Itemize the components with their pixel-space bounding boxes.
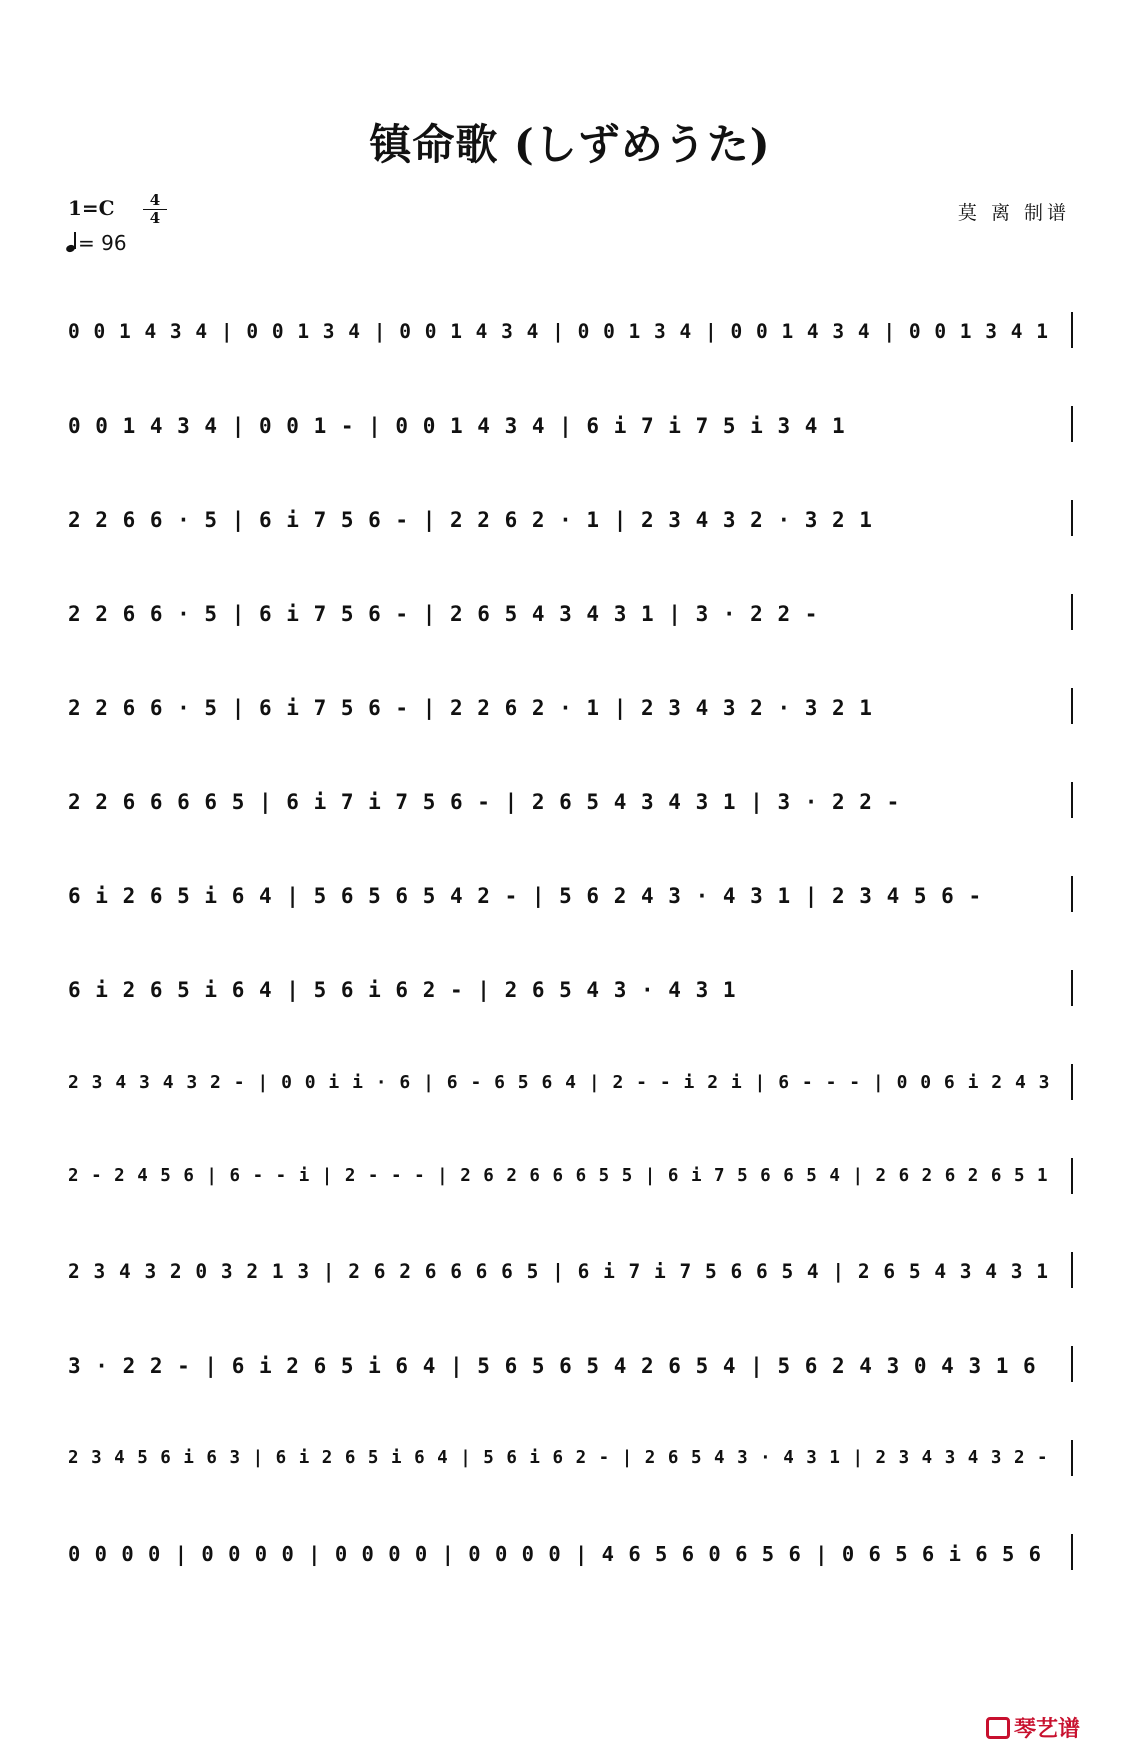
score-line-text: 0 0 0 0 | 0 0 0 0 | 0 0 0 0 | 0 0 0 0 | 4 6 5 6 0 6 5 6 | 0 6 5 6 i 6 5 6 <box>68 1542 1042 1566</box>
score-line <box>68 1146 1073 1240</box>
score-line <box>68 958 1073 1052</box>
end-barline <box>1071 1440 1073 1476</box>
end-barline <box>1071 312 1073 348</box>
score-line-text: 6 i 2 6 5 i 6 4 | 5 6 5 6 5 4 2 - | 5 6 2 4 3 · 4 3 1 | 2 3 4 5 6 - <box>68 884 983 908</box>
score-line-text: 2 3 4 3 2 0 3 2 1 3 | 2 6 2 6 6 6 6 5 | 6 i 7 i 7 5 6 6 5 4 | 2 6 5 4 3 4 3 1 <box>68 1260 1049 1283</box>
score-title: 镇命歌 (しずめうた) <box>369 120 771 169</box>
end-barline <box>1071 1158 1073 1194</box>
score-line <box>68 394 1073 488</box>
time-signature-top: 4 <box>149 191 161 209</box>
end-barline <box>1071 1534 1073 1570</box>
score-line-text: 2 2 6 6 · 5 | 6 i 7 5 6 - | 2 6 5 4 3 4 3 1 | 3 · 2 2 - <box>68 602 819 626</box>
end-barline <box>1071 406 1073 442</box>
score-line-text: 2 2 6 6 · 5 | 6 i 7 5 6 - | 2 2 6 2 · 1 | 2 3 4 3 2 · 3 2 1 <box>68 508 873 532</box>
score-line-text: 3 · 2 2 - | 6 i 2 6 5 i 6 4 | 5 6 5 6 5 4 2 6 5 4 | 5 6 2 4 3 0 4 3 1 6 <box>68 1354 1037 1378</box>
watermark-text: 琴艺谱 <box>1013 1717 1080 1742</box>
score-line-text: 2 2 6 6 · 5 | 6 i 7 5 6 - | 2 2 6 2 · 1 | 2 3 4 3 2 · 3 2 1 <box>68 696 873 720</box>
logo-icon <box>986 1717 1010 1739</box>
score-line <box>68 770 1073 864</box>
quarter-note-icon <box>66 232 78 252</box>
score-line-text: 2 3 4 3 4 3 2 - | 0 0 i i · 6 | 6 - 6 5 6 4 | 2 - - i 2 i | 6 - - - | 0 0 6 i 2 4 3 <box>68 1072 1051 1093</box>
end-barline <box>1071 688 1073 724</box>
arranger-credit: 莫 离 制谱 <box>957 202 1070 224</box>
tempo-value: = 96 <box>78 231 127 255</box>
score-line <box>68 1052 1073 1146</box>
end-barline <box>1071 1252 1073 1288</box>
score-line-text: 2 3 4 5 6 i 6 3 | 6 i 2 6 5 i 6 4 | 5 6 i 6 2 - | 2 6 5 4 3 · 4 3 1 | 2 3 4 3 4 3 2 - <box>68 1448 1049 1468</box>
score-line <box>68 488 1073 582</box>
score-line <box>68 864 1073 958</box>
score-line <box>68 676 1073 770</box>
score-body <box>68 300 1073 1616</box>
score-line <box>68 1334 1073 1428</box>
watermark-logo <box>986 1712 1080 1743</box>
end-barline <box>1071 1064 1073 1100</box>
score-line-text: 6 i 2 6 5 i 6 4 | 5 6 i 6 2 - | 2 6 5 4 3 · 4 3 1 <box>68 978 737 1002</box>
score-line <box>68 1240 1073 1334</box>
score-line <box>68 1522 1073 1616</box>
end-barline <box>1071 782 1073 818</box>
score-line-text: 0 0 1 4 3 4 | 0 0 1 - | 0 0 1 4 3 4 | 6 i 7 i 7 5 i 3 4 1 <box>68 414 846 438</box>
tempo-marking <box>66 231 127 255</box>
time-signature <box>143 192 167 227</box>
time-signature-bottom: 4 <box>143 209 167 227</box>
score-line-text: 2 2 6 6 6 6 5 | 6 i 7 i 7 5 6 - | 2 6 5 4 3 4 3 1 | 3 · 2 2 - <box>68 790 901 814</box>
score-line-text: 0 0 1 4 3 4 | 0 0 1 3 4 | 0 0 1 4 3 4 | 0 0 1 3 4 | 0 0 1 4 3 4 | 0 0 1 3 4 1 <box>68 320 1049 343</box>
end-barline <box>1071 1346 1073 1382</box>
key-signature: 1=C <box>68 196 115 220</box>
score-line <box>68 1428 1073 1522</box>
end-barline <box>1071 970 1073 1006</box>
end-barline <box>1071 876 1073 912</box>
score-line <box>68 300 1073 394</box>
end-barline <box>1071 500 1073 536</box>
score-line <box>68 582 1073 676</box>
end-barline <box>1071 594 1073 630</box>
score-line-text: 2 - 2 4 5 6 | 6 - - i | 2 - - - | 2 6 2 6 6 6 5 5 | 6 i 7 5 6 6 5 4 | 2 6 2 6 2 6 5 1 <box>68 1166 1049 1186</box>
